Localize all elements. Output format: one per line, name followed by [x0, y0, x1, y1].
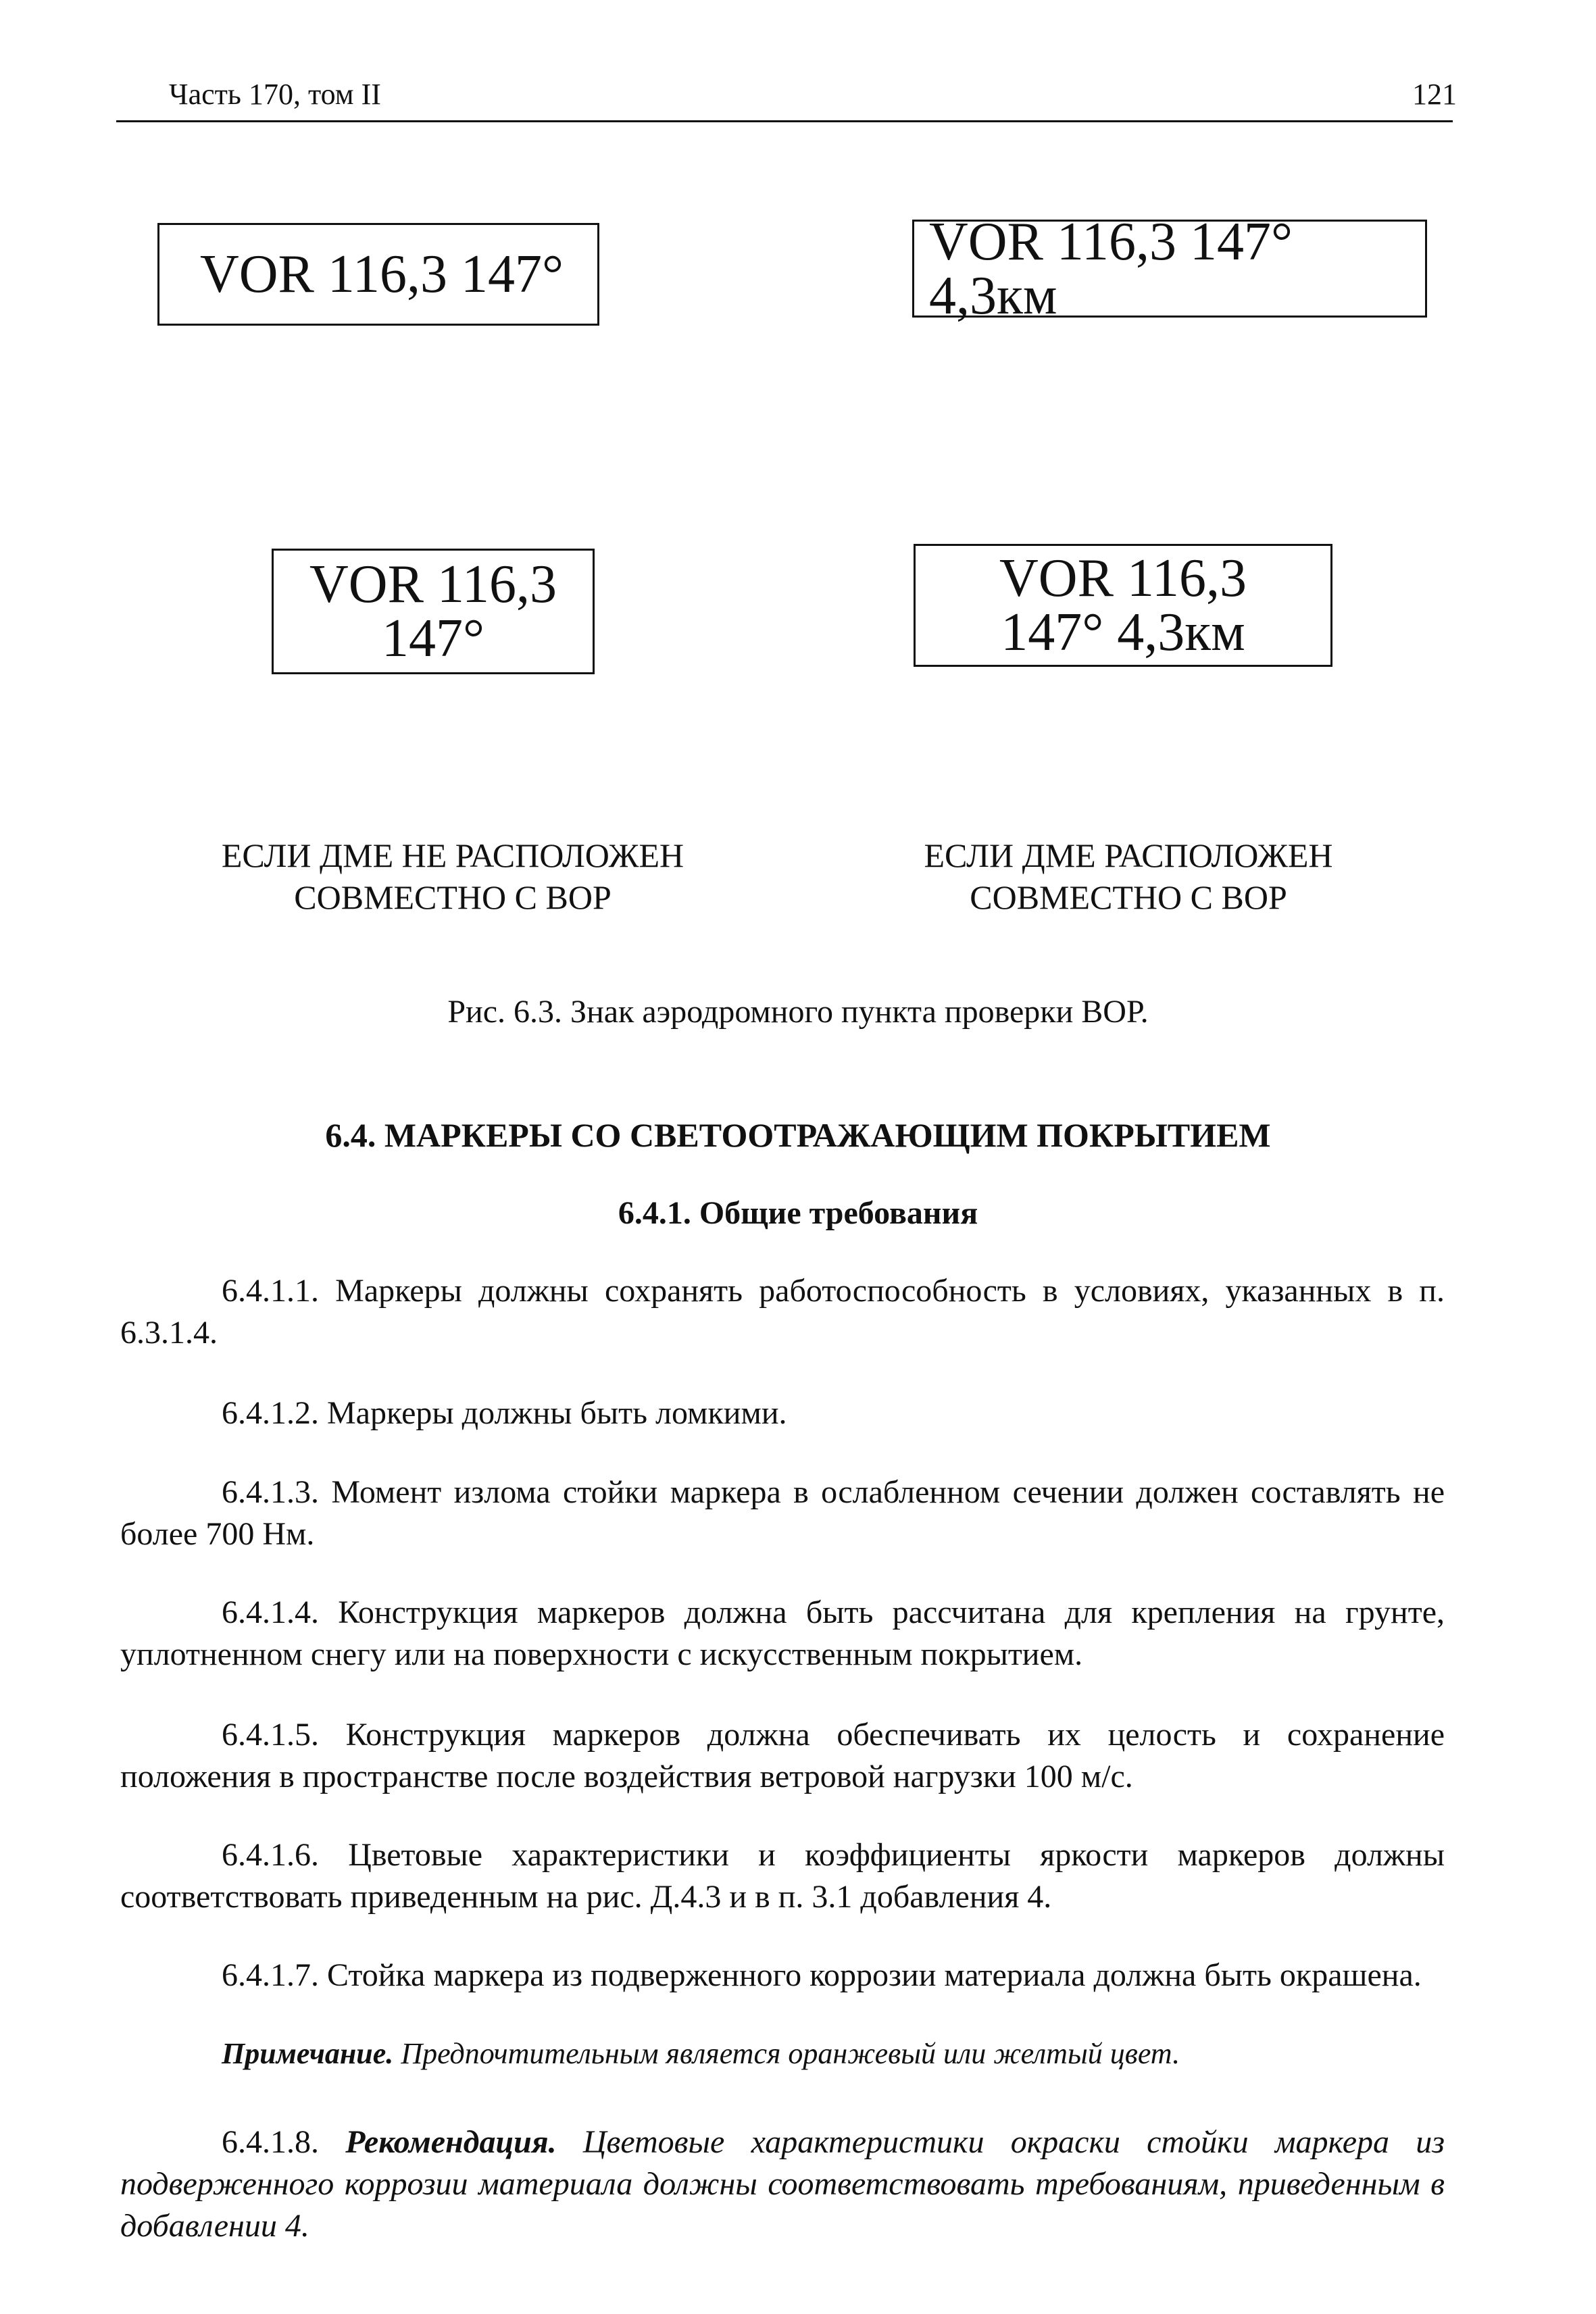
paragraph-6-4-1-2: 6.4.1.2. Маркеры должны быть ломкими.	[222, 1395, 787, 1431]
sign-text: VOR 116,3 147° 4,3км	[929, 211, 1293, 326]
note-label: Примечание.	[222, 2037, 394, 2070]
caption-line-1: ЕСЛИ ДМЕ НЕ РАСПОЛОЖЕН	[221, 836, 684, 874]
sign-line-2: 147°	[382, 609, 484, 668]
caption-line-2: СОВМЕСТНО С ВОР	[970, 878, 1287, 916]
running-header: Часть 170, том II	[169, 78, 381, 111]
sign-vor-dme-two-line	[914, 544, 1332, 667]
paragraph-6-4-1-5: 6.4.1.5. Конструкция маркеров должна обеспечивать их целость и сохранение положения в пространстве после воздействия ветровой нагрузки 100 м/с.	[120, 1717, 1445, 1794]
figure-caption: Рис. 6.3. Знак аэродромного пункта проверки ВОР.	[447, 994, 1149, 1030]
paragraph-6-4-1-7: 6.4.1.7. Стойка маркера из подверженного коррозии материала должна быть окрашена.	[222, 1957, 1422, 1993]
sign-text: VOR 116,3 147°	[200, 245, 564, 304]
recommendation-label: Рекомендация.	[345, 2124, 557, 2160]
paragraph-6-4-1-6: 6.4.1.6. Цветовые характеристики и коэффициенты яркости маркеров должны соответствовать приведенным на рис. Д.4.3 и в п. 3.1 добавления 4.	[120, 1837, 1445, 1915]
note-text: Предпочтительным является оранжевый или желтый цвет.	[401, 2037, 1180, 2070]
caption-with-dme	[858, 834, 1399, 918]
header-rule	[116, 120, 1453, 122]
sign-line-2: 147° 4,3км	[1001, 603, 1245, 662]
caption-no-dme	[196, 834, 709, 918]
caption-line-1: ЕСЛИ ДМЕ РАСПОЛОЖЕН	[924, 836, 1333, 874]
recommendation-text: Цветовые характеристики окраски стойки маркера из подверженного коррозии материала должны соответствовать требованиям, приведенным в добавлении 4.	[120, 2124, 1445, 2244]
note	[222, 2039, 1438, 2069]
sign-line-1: VOR 116,3	[999, 549, 1247, 608]
paragraph-6-4-1-8	[120, 2121, 1445, 2247]
sign-line-1: VOR 116,3	[309, 555, 557, 614]
section-title: 6.4. МАРКЕРЫ СО СВЕТООТРАЖАЮЩИМ ПОКРЫТИЕМ	[325, 1116, 1271, 1154]
sign-vor-single-line	[157, 223, 599, 326]
sign-vor-dme-single-line	[912, 211, 1427, 326]
sign-vor-two-line	[272, 549, 595, 674]
paragraph-6-4-1-3: 6.4.1.3. Момент излома стойки маркера в ослабленном сечении должен составлять не более 700 Нм.	[120, 1474, 1445, 1552]
paragraph-6-4-1-1: 6.4.1.1. Маркеры должны сохранять работоспособность в условиях, указанных в п. 6.3.1.4.	[120, 1273, 1445, 1351]
caption-line-2: СОВМЕСТНО С ВОР	[294, 878, 612, 916]
paragraph-number: 6.4.1.8.	[222, 2124, 319, 2160]
paragraph-6-4-1-4: 6.4.1.4. Конструкция маркеров должна быть рассчитана для крепления на грунте, уплотненном снегу или на поверхности с искусственным покрытием.	[120, 1594, 1445, 1672]
subsection-title: 6.4.1. Общие требования	[618, 1195, 978, 1231]
page-number: 121	[1412, 78, 1457, 111]
